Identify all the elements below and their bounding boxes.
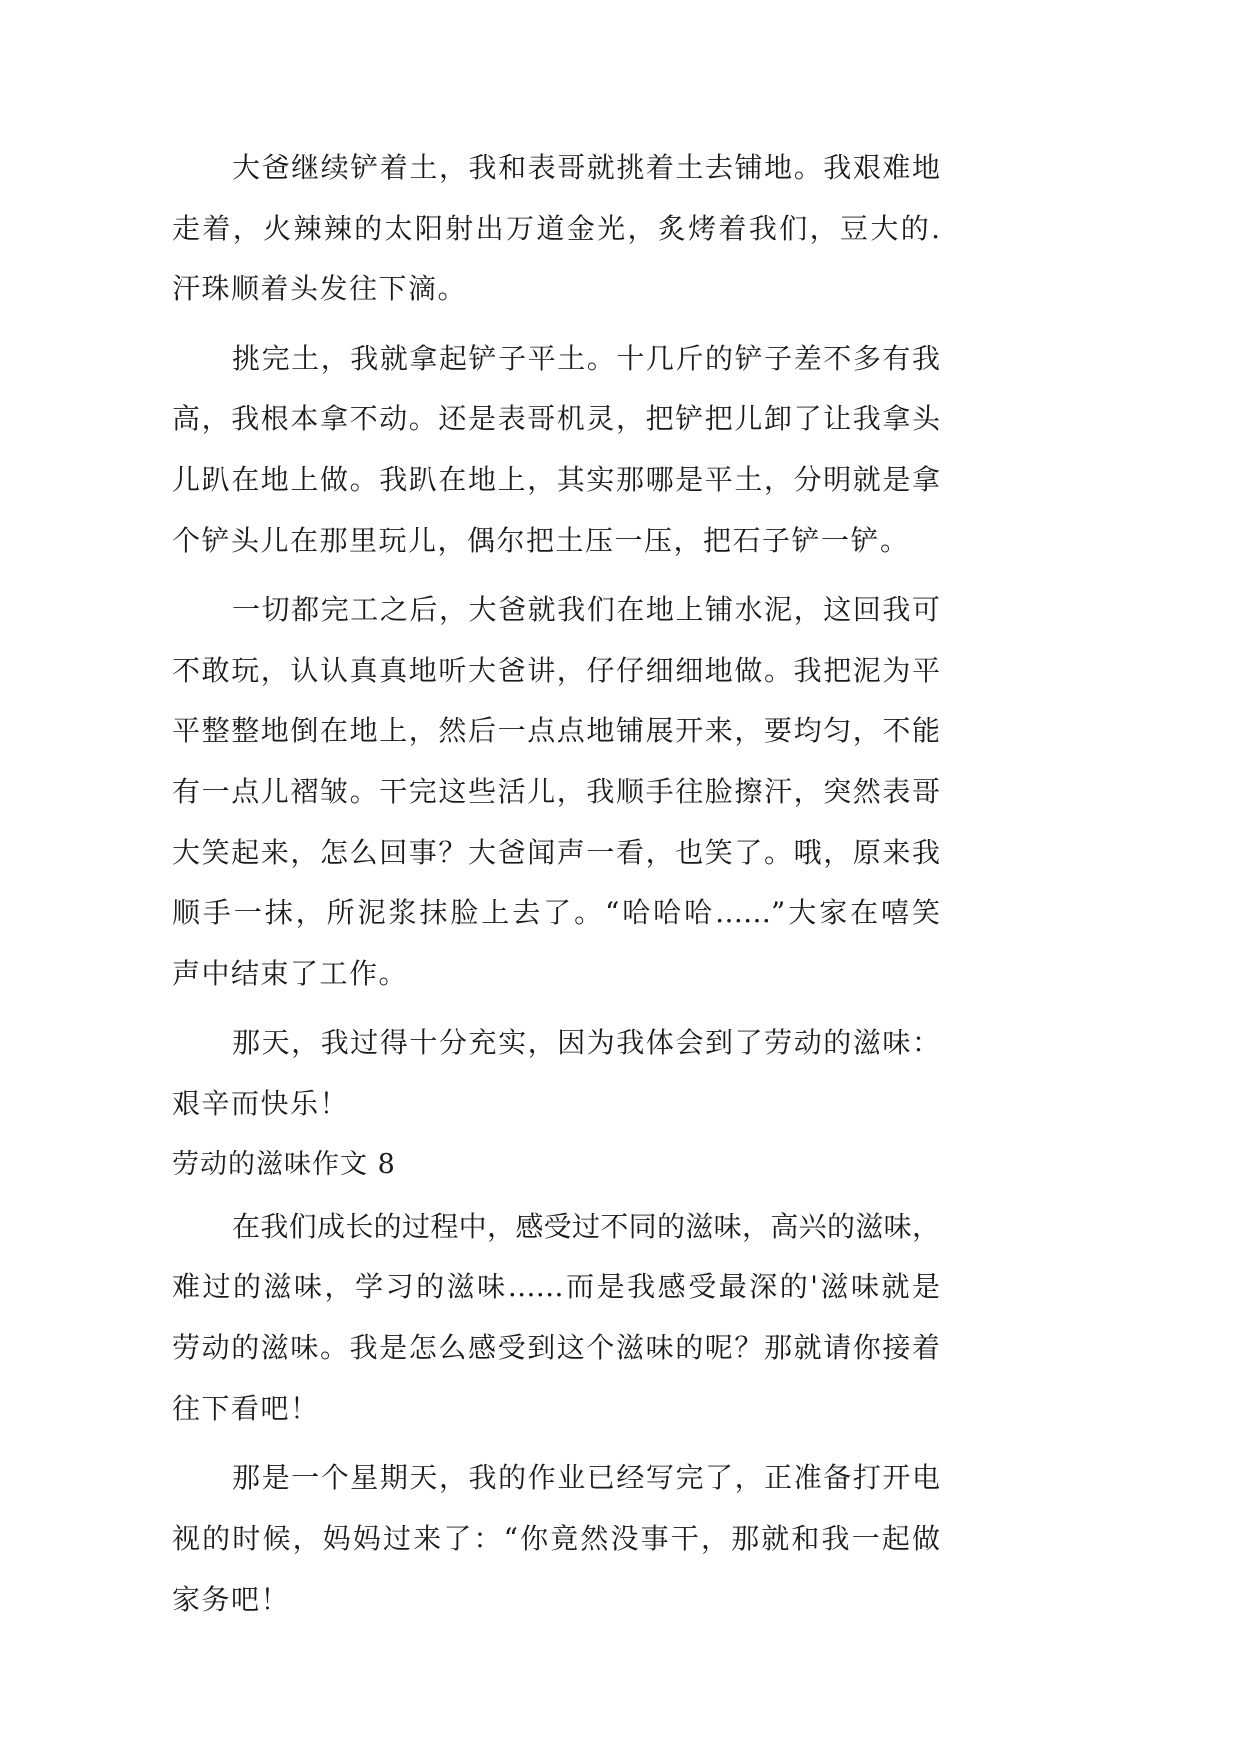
- text-line: 大爸继续铲着土，我和表哥就挑着土去铺地。我艰难地: [232, 151, 940, 184]
- paragraph: [172, 1448, 940, 1630]
- text-line: 顺手一抹，所泥浆抹脸上去了。“哈哈哈……”大家在嘻笑: [172, 896, 940, 930]
- text-line: 艰辛而快乐！: [172, 1086, 350, 1120]
- text-line: 劳动的滋味。我是怎么感受到这个滋味的呢？那就请你接着: [172, 1331, 940, 1365]
- text-line: 大笑起来，怎么回事？大爸闻声一看，也笑了。哦，原来我: [172, 835, 940, 869]
- text-line: 那是一个星期天，我的作业已经写完了，正准备打开电: [232, 1461, 940, 1495]
- paragraph: [172, 329, 940, 572]
- text-line: 那天，我过得十分充实，因为我体会到了劳动的滋味：: [232, 1026, 940, 1060]
- paragraph: [172, 1013, 940, 1134]
- text-line: 高，我根本拿不动。还是表哥机灵，把铲把儿卸了让我拿头: [172, 402, 940, 436]
- text-line: 挑完土，我就拿起铲子平土。十几斤的铲子差不多有我: [232, 341, 940, 375]
- text-line: 有一点儿褶皱。干完这些活儿，我顺手往脸擦汗，突然表哥: [172, 774, 940, 808]
- text-line: 一切都完工之后，大爸就我们在地上铺水泥，这回我可: [232, 592, 940, 626]
- document-body: [172, 138, 940, 1631]
- text-line: 不敢玩，认认真真地听大爸讲，仔仔细细地做。我把泥为平: [172, 653, 940, 687]
- text-line: 在我们成长的过程中，感受过不同的滋味，高兴的滋味，: [232, 1209, 940, 1243]
- text-line: 难过的滋味，学习的滋味……而是我感受最深的'滋味就是: [172, 1270, 940, 1304]
- essay-heading: 劳动的滋味作文 8: [172, 1148, 396, 1180]
- paragraph: [172, 1197, 940, 1440]
- text-line: 汗珠顺着头发往下滴。: [172, 272, 468, 306]
- text-line: 走着，火辣辣的太阳射出万道金光，炙烤着我们，豆大的.: [172, 211, 940, 245]
- text-line: 平整整地倒在地上，然后一点点地铺展开来，要均匀，不能: [172, 714, 940, 748]
- text-line: 儿趴在地上做。我趴在地上，其实那哪是平土，分明就是拿: [172, 462, 940, 496]
- text-line: 往下看吧！: [172, 1391, 320, 1425]
- text-line: 个铲头儿在那里玩儿，偶尔把土压一压，把石子铲一铲。: [172, 523, 910, 557]
- text-line: 视的时候，妈妈过来了：“你竟然没事干，那就和我一起做: [172, 1522, 940, 1556]
- text-line: 声中结束了工作。: [172, 956, 409, 990]
- paragraph: [172, 580, 940, 1005]
- text-line: 家务吧！: [172, 1582, 291, 1616]
- paragraph: [172, 138, 940, 320]
